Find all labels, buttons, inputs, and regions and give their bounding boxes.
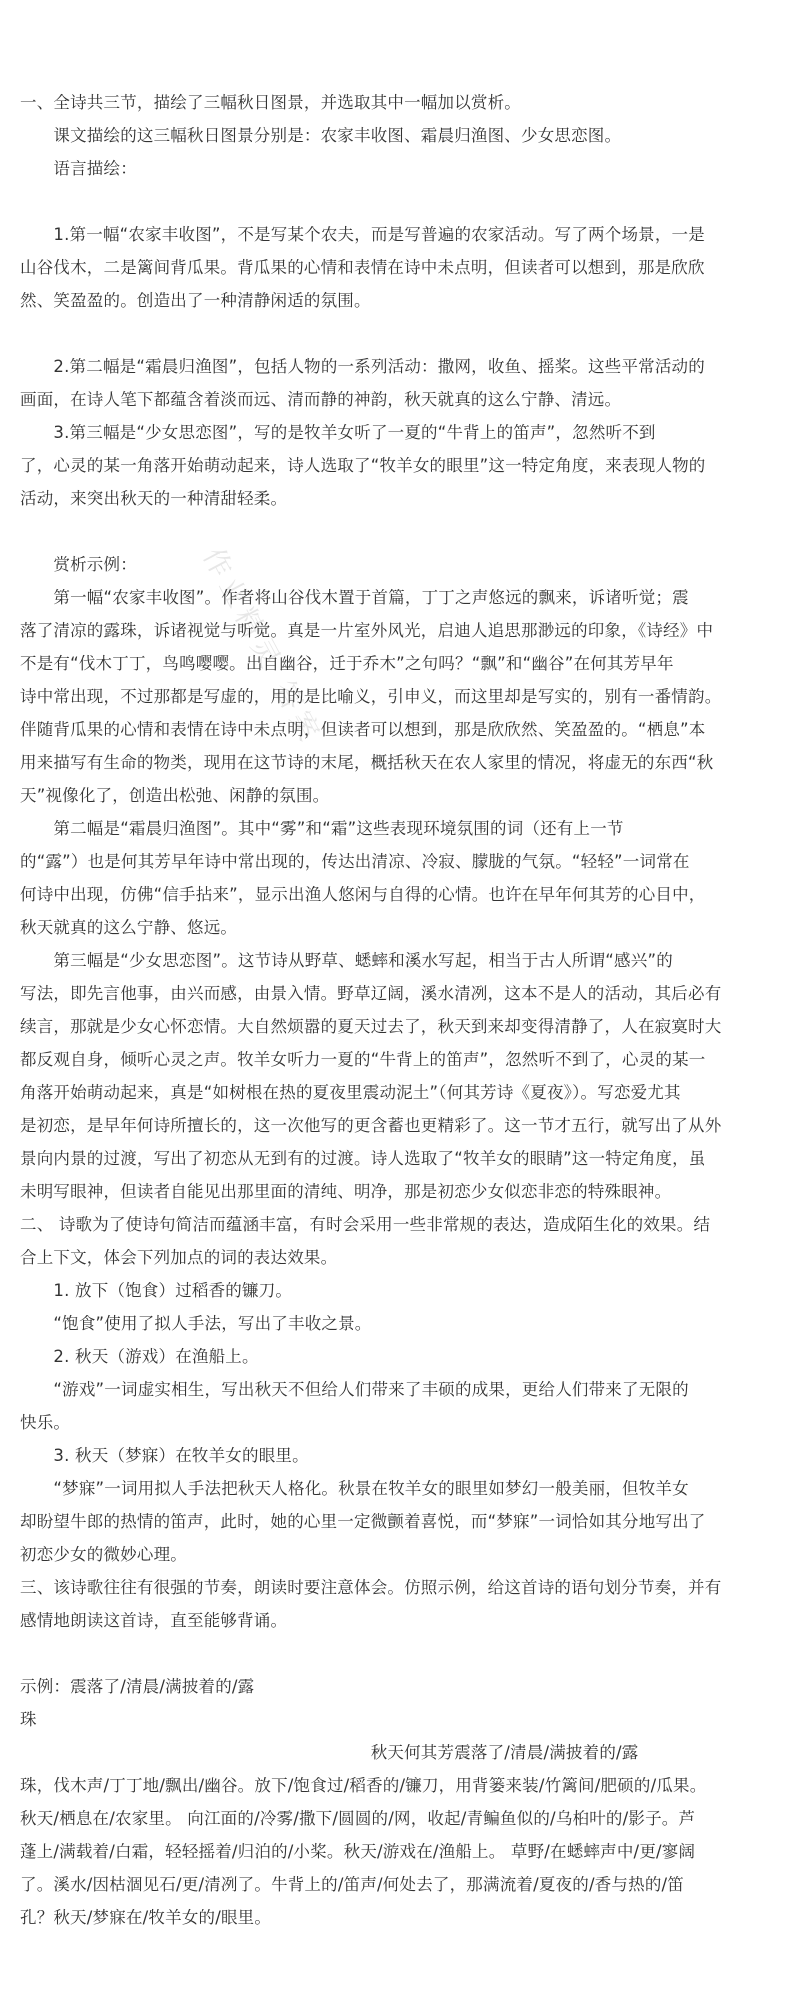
text-line: 语言描绘： <box>20 159 137 178</box>
text-line: 了。溪水/因枯涸见石/更/清冽了。牛背上的/笛声/何处去了，那满流着/夏夜的/香与热的/笛 <box>20 1875 684 1894</box>
text-line: 蓬上/满载着/白霜，轻轻摇着/归泊的/小桨。秋天/游戏在/渔船上。 草野/在蟋蟀声中/更/寥阔 <box>20 1842 696 1861</box>
text-line: 快乐。 <box>20 1413 71 1432</box>
text-line: 写法，即先言他事，由兴而感，由景入情。野草辽阔，溪水清冽，这本不是人的活动，其后必有 <box>20 984 722 1003</box>
watermark: 作业精灵 答案 <box>196 542 329 752</box>
text-line: 是初恋，是早年何诗所擅长的，这一次他写的更含蓄也更精彩了。这一节才五行，就写出了从外 <box>20 1116 722 1135</box>
text-line: 赏析示例： <box>20 555 137 574</box>
text-line: 用来描写有生命的物类，现用在这节诗的末尾，概括秋天在农人家里的情况，将虚无的东西“秋 <box>20 753 714 772</box>
text-line: 二、 诗歌为了使诗句简洁而蕴涵丰富，有时会采用一些非常规的表达，造成陌生化的效果。结 <box>20 1215 711 1234</box>
text-line: 秋天就真的这么宁静、悠远。 <box>20 918 238 937</box>
text-line: 3.第三幅是“少女思恋图”，写的是牧羊女听了一夏的“牛背上的笛声”，忽然听不到 <box>20 423 656 442</box>
text-line: 秋天何其芳震落了/清晨/满披着的/露 <box>20 1743 639 1762</box>
text-line: 天”视像化了，创造出松弛、闲静的氛围。 <box>20 786 330 805</box>
text-line: 活动，来突出秋天的一种清甜轻柔。 <box>20 489 288 508</box>
text-line: 了，心灵的某一角落开始萌动起来，诗人选取了“牧羊女的眼里”这一特定角度，来表现人物的 <box>20 456 706 475</box>
text-line: 初恋少女的微妙心理。 <box>20 1545 187 1564</box>
text-line: “游戏”一词虚实相生，写出秋天不但给人们带来了丰硕的成果，更给人们带来了无限的 <box>20 1380 689 1399</box>
text-line: “饱食”使用了拟人手法，写出了丰收之景。 <box>20 1314 372 1333</box>
text-line: 景向内景的过渡，写出了初恋从无到有的过渡。诗人选取了“牧羊女的眼睛”这一特定角度，虽 <box>20 1149 706 1168</box>
text-line: 续言，那就是少女心怀恋情。大自然烦嚣的夏天过去了，秋天到来却变得清静了，人在寂寞时大 <box>20 1017 722 1036</box>
text-line: 画面，在诗人笔下都蕴含着淡而远、清而静的神韵，秋天就真的这么宁静、清远。 <box>20 390 622 409</box>
text-line: 第三幅是“少女思恋图”。这节诗从野草、蟋蟀和溪水写起，相当于古人所谓“感兴”的 <box>20 951 673 970</box>
text-line: 珠，伐木声/丁丁地/飘出/幽谷。放下/饱食过/稻香的/镰刀，用背篓来装/竹篱间/肥硕的/瓜果。 <box>20 1776 707 1795</box>
text-line: 落了清凉的露珠，诉诸视觉与听觉。真是一片室外风光，启迪人追思那渺远的印象，《诗经》中 <box>20 621 714 640</box>
text-line: 合上下文，体会下列加点的词的表达效果。 <box>20 1248 338 1267</box>
text-line: “梦寐”一词用拟人手法把秋天人格化。秋景在牧羊女的眼里如梦幻一般美丽，但牧羊女 <box>20 1479 689 1498</box>
text-line: 诗中常出现，不过那都是写虚的，用的是比喻义，引申义，而这里却是写实的，别有一番情韵。 <box>20 687 722 706</box>
text-line: 不是有“伐木丁丁，鸟鸣嘤嘤。出自幽谷，迁于乔木”之句吗？“飘”和“幽谷”在何其芳早年 <box>20 654 674 673</box>
text-line: 何诗中出现，仿佛“信手拈来”，显示出渔人悠闲与自得的心情。也许在早年何其芳的心目中， <box>20 885 706 904</box>
text-line: 秋天/栖息在/农家里。 向江面的/冷雾/撒下/圆圆的/网，收起/青鳊鱼似的/乌桕叶的/影子。芦 <box>20 1809 696 1828</box>
text-line: 伴随背瓜果的心情和表情在诗中未点明，但读者可以想到，那是欣欣然、笑盈盈的。“栖息”本 <box>20 720 706 739</box>
text-line: 一、全诗共三节，描绘了三幅秋日图景，并选取其中一幅加以赏析。 <box>20 93 521 112</box>
text-line: 示例：震落了/清晨/满披着的/露 <box>20 1677 255 1696</box>
text-line: 然、笑盈盈的。创造出了一种清静闲适的氛围。 <box>20 291 371 310</box>
text-line: 课文描绘的这三幅秋日图景分别是：农家丰收图、霜晨归渔图、少女思恋图。 <box>20 126 622 145</box>
text-line: 1.第一幅“农家丰收图”，不是写某个农夫，而是写普遍的农家活动。写了两个场景，一是 <box>20 225 705 244</box>
text-line: 山谷伐木，二是篱间背瓜果。背瓜果的心情和表情在诗中未点明，但读者可以想到，那是欣欣 <box>20 258 705 277</box>
text-line: 未明写眼神，但读者自能见出那里面的清纯、明净，那是初恋少女似恋非恋的特殊眼神。 <box>20 1182 672 1201</box>
text-line: 珠 <box>20 1710 37 1729</box>
text-line: 第二幅是“霜晨归渔图”。其中“雾”和“霜”这些表现环境氛围的词（还有上一节 <box>20 819 624 838</box>
text-line: 2. 秋天（游戏）在渔船上。 <box>20 1347 259 1366</box>
text-line: 1. 放下（饱食）过稻香的镰刀。 <box>20 1281 293 1300</box>
text-line: 3. 秋天（梦寐）在牧羊女的眼里。 <box>20 1446 309 1465</box>
text-line: 都反观自身，倾听心灵之声。牧羊女听力一夏的“牛背上的笛声”，忽然听不到了，心灵的某一 <box>20 1050 706 1069</box>
text-line: 三、该诗歌往往有很强的节奏，朗读时要注意体会。仿照示例，给这首诗的语句划分节奏，并有 <box>20 1578 722 1597</box>
text-line: 感情地朗读这首诗，直至能够背诵。 <box>20 1611 288 1630</box>
text-line: 却盼望牛郎的热情的笛声，此时，她的心里一定微颤着喜悦，而“梦寐”一词恰如其分地写出了 <box>20 1512 706 1531</box>
text-line: 第一幅“农家丰收图”。作者将山谷伐木置于首篇，丁丁之声悠远的飘来，诉诸听觉；震 <box>20 588 689 607</box>
text-line: 2.第二幅是“霜晨归渔图”，包括人物的一系列活动：撒网，收鱼、摇桨。这些平常活动的 <box>20 357 705 376</box>
text-line: 的“露”）也是何其芳早年诗中常出现的，传达出清凉、冷寂、朦胧的气氛。“轻轻”一词常在 <box>20 852 690 871</box>
text-line: 角落开始萌动起来，真是“如树根在热的夏夜里震动泥土”（何其芳诗《夏夜》）。写恋爱尤其 <box>20 1083 681 1102</box>
text-line: 孔？秋天/梦寐在/牧羊女的/眼里。 <box>20 1908 272 1927</box>
